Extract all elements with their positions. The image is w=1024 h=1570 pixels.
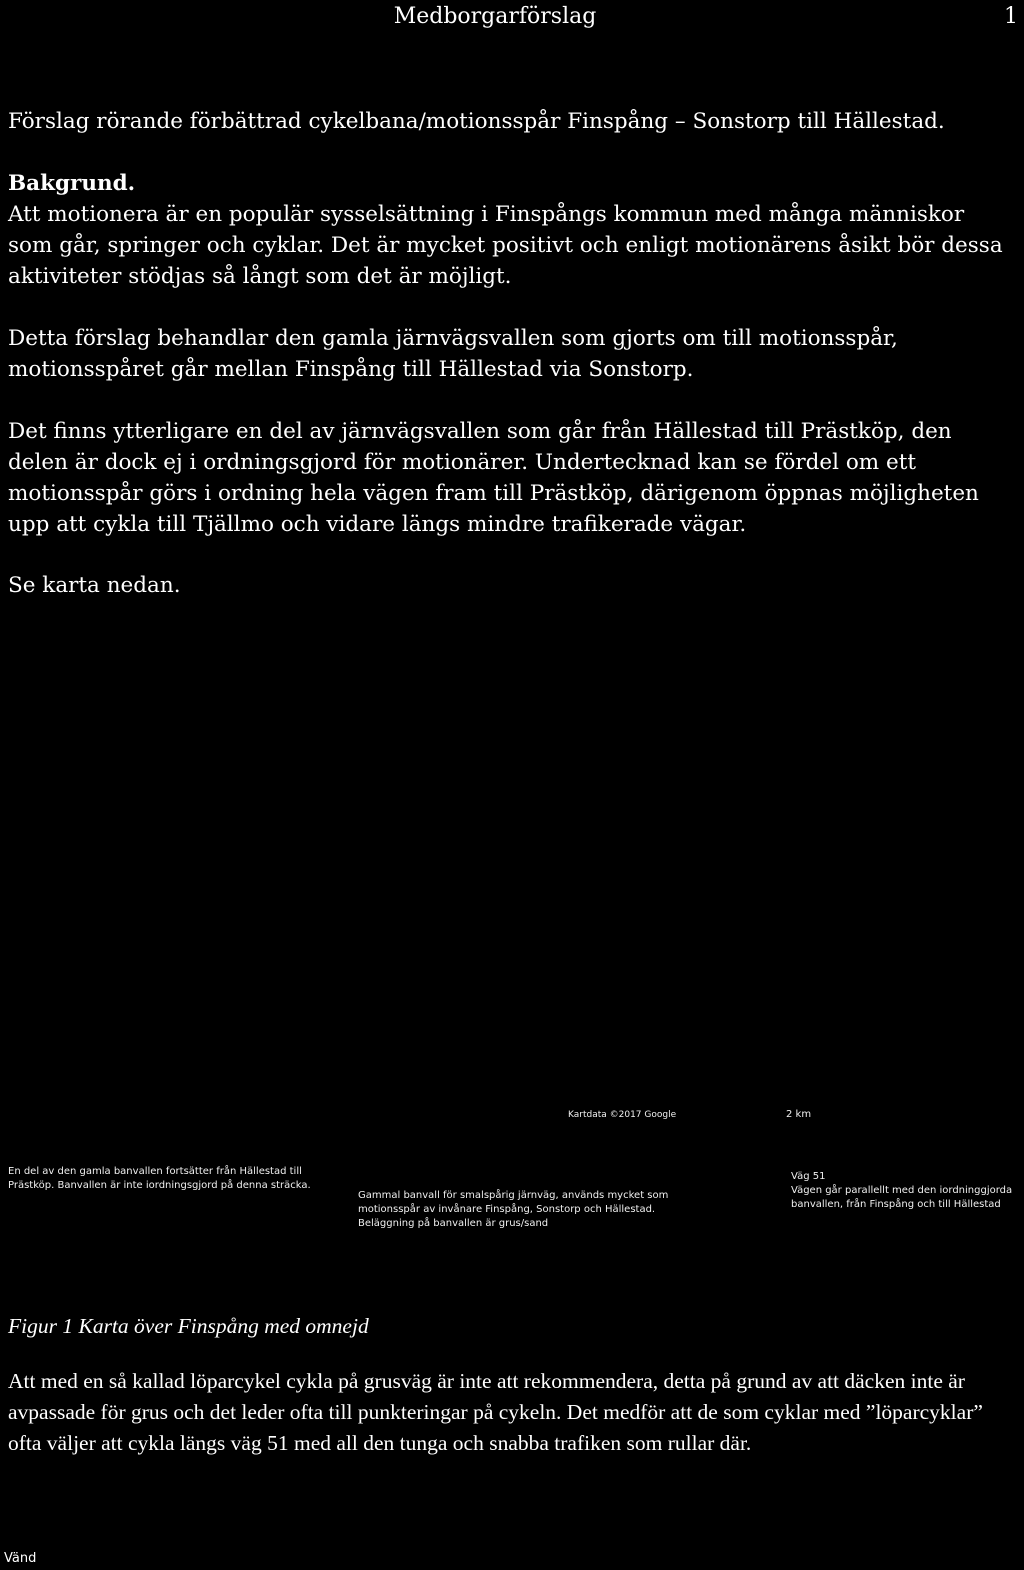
map-credit: Kartdata ©2017 Google: [568, 1110, 677, 1120]
map-annotation-center: Gammal banvall för smalspårig järnväg, används mycket som motionsspår av invånare Finspång, Sonstorp och Hällestad. Beläggning på banvallen är grus/sand: [358, 1190, 669, 1229]
page-number: 1: [1004, 4, 1018, 29]
map-scale-label: 2 km: [786, 1109, 812, 1120]
map-annotation-right: Väg 51 Vägen går parallellt med den iordninggjorda banvallen, från Finspång och till Hällestad: [791, 1171, 1013, 1210]
footer-note: Vänd: [4, 1551, 37, 1566]
paragraph-2: Detta förslag behandlar den gamla järnvägsvallen som gjorts om till motionsspår, motionsspåret går mellan Finspång till Hällestad via Sonstorp.: [8, 326, 898, 382]
paragraph-3: Det finns ytterligare en del av järnvägsvallen som går från Hällestad till Prästköp, den delen är dock ej i ordningsgjord för motionärer. Undertecknad kan se fördel om ett motionsspår görs i ordning hela vägen fram till Prästköp, därigenom öppnas möjligheten upp att cykla till Tjällmo och vidare längs mindre trafikerade vägar.: [8, 419, 979, 537]
document-subject: Förslag rörande förbättrad cykelbana/motionsspår Finspång – Sonstorp till Hällestad.: [8, 109, 945, 134]
figure-caption: Figur 1 Karta över Finspång med omnejd: [8, 1314, 369, 1338]
map-figure: [0, 610, 1024, 1300]
paragraph-1: Att motionera är en populär sysselsättning i Finspångs kommun med många människor som går, springer och cyklar. Det är mycket positivt och enligt motionärens åsikt bör dessa aktiviteter stödjas så långt som det är möjligt.: [8, 202, 1003, 289]
header-title: Medborgarförslag: [393, 4, 597, 29]
map-annotation-left: En del av den gamla banvallen fortsätter från Hällestad till Prästköp. Banvallen är inte iordningsgjord på denna sträcka.: [8, 1166, 311, 1191]
paragraph-4: Se karta nedan.: [8, 573, 181, 598]
section-heading: Bakgrund.: [8, 171, 136, 196]
closing-paragraph: Att med en så kallad löparcykel cykla på grusväg är inte att rekommendera, detta på grund av att däcken inte är avpassade för grus och det leder ofta till punkteringar på cykeln. Det medför att de som cyklar med ”löparcyklar” ofta väljer att cykla längs väg 51 med all den tunga och snabba trafiken som rullar där.: [8, 1369, 983, 1455]
